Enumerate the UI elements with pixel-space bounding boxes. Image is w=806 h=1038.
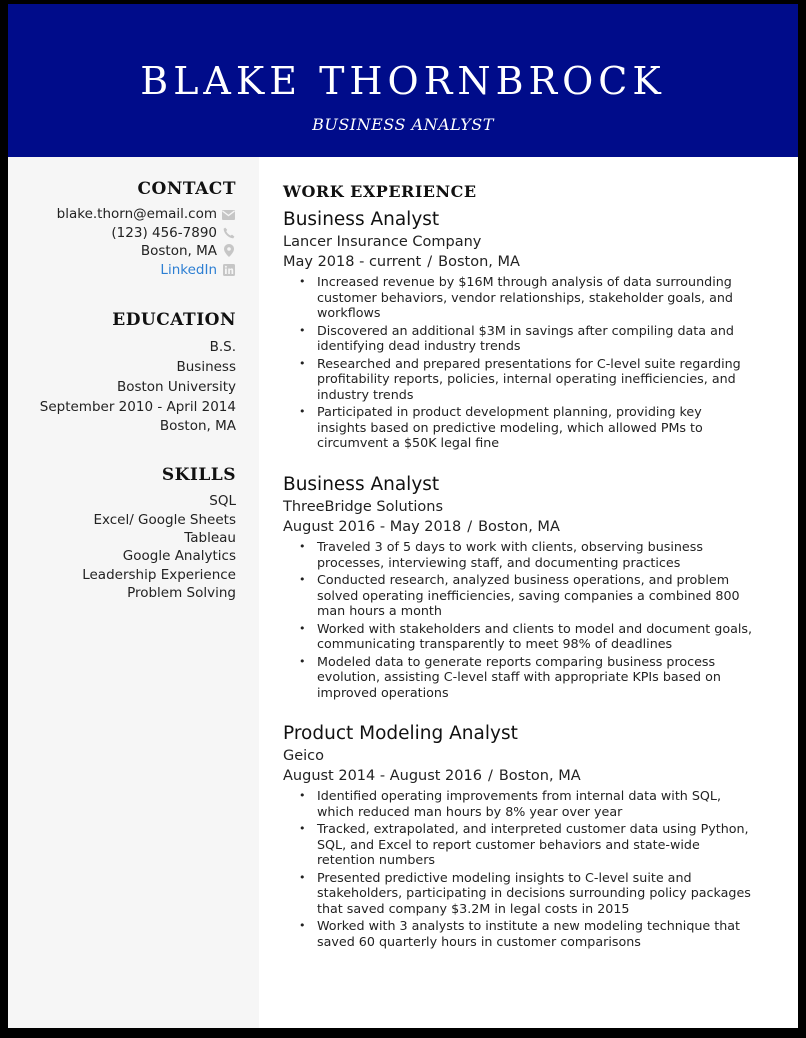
job-meta-separator: /: [467, 519, 473, 535]
contact-heading: CONTACT: [137, 179, 236, 199]
job-bullet: • Identified operating improvements from internal data with SQL, which reduced man hours by 8% year over year: [283, 788, 753, 819]
job-bullet: • Worked with stakeholders and clients to model and document goals, communicating transparently to meet 98% of deadlines: [283, 621, 753, 652]
work-experience-heading: WORK EXPERIENCE: [283, 182, 477, 201]
job-company: Geico: [283, 748, 325, 764]
job-title: Business Analyst: [283, 209, 440, 230]
education-dates: September 2010 - April 2014: [39, 399, 236, 415]
education-major: Business: [176, 359, 236, 375]
job-meta: [283, 767, 581, 785]
job-location: Boston, MA: [498, 768, 581, 784]
job-dates: August 2016 - May 2018: [283, 519, 462, 535]
skill-item: Excel/ Google Sheets: [93, 512, 236, 528]
job-bullet: • Increased revenue by $16M through analysis of data surrounding customer behaviors, vendor relationships, stakeholder goals, and workflows: [283, 274, 753, 321]
envelope-icon: [222, 208, 235, 221]
linkedin-icon: [222, 263, 235, 276]
job-bullet: • Conducted research, analyzed business operations, and problem solved operating inefficiencies, saving companies a combined 800 man hours a month: [283, 572, 753, 619]
job-bullet: • Worked with 3 analysts to institute a new modeling technique that saved 60 quarterly hours in customer comparisons: [283, 918, 753, 949]
job-bullet: • Participated in product development planning, providing key insights based on predictive modeling, which allowed PMs to circumvent a $50K legal fine: [283, 404, 753, 451]
education-school: Boston University: [116, 379, 236, 395]
job-meta-separator: /: [487, 768, 493, 784]
skill-item: Google Analytics: [122, 548, 236, 564]
contact-linkedin-link[interactable]: LinkedIn: [160, 262, 217, 278]
education-heading: EDUCATION: [112, 310, 236, 330]
education-degree: B.S.: [209, 339, 236, 355]
job-bullet: • Traveled 3 of 5 days to work with clients, observing business processes, interviewing staff, and documenting practices: [283, 539, 753, 570]
job-title: Product Modeling Analyst: [283, 723, 518, 744]
job-dates: August 2014 - August 2016: [283, 768, 482, 784]
job-bullet: • Modeled data to generate reports comparing business process evolution, assisting C-level staff with appropriate KPIs based on improved operations: [283, 654, 753, 701]
job-meta: [283, 518, 560, 536]
contact-email[interactable]: blake.thorn@email.com: [56, 206, 217, 222]
job-title: Business Analyst: [283, 474, 440, 495]
candidate-name: BLAKE THORNBROCK: [140, 59, 666, 103]
job-bullet: • Presented predictive modeling insights to C-level suite and stakeholders, participating in decisions surrounding policy packages that saved company $3.2M in legal costs in 2015: [283, 870, 753, 917]
job-bullets: [283, 274, 753, 453]
candidate-title: BUSINESS ANALYST: [312, 115, 494, 134]
skill-item: Problem Solving: [127, 585, 236, 601]
job-location: Boston, MA: [438, 254, 520, 270]
job-company: Lancer Insurance Company: [283, 234, 482, 250]
contact-location: Boston, MA: [140, 243, 217, 259]
location-pin-icon: [222, 244, 235, 257]
job-location: Boston, MA: [478, 519, 560, 535]
job-meta: [283, 253, 520, 271]
sidebar: [8, 157, 259, 1028]
skills-heading: SKILLS: [161, 465, 236, 485]
job-meta-separator: /: [427, 254, 433, 270]
education-location: Boston, MA: [159, 418, 236, 434]
skill-item: SQL: [209, 493, 236, 509]
job-bullets: [283, 539, 753, 702]
skill-item: Tableau: [184, 530, 236, 546]
contact-phone: (123) 456-7890: [111, 225, 217, 241]
skill-item: Leadership Experience: [82, 567, 236, 583]
job-company: ThreeBridge Solutions: [283, 499, 444, 515]
resume-page: [8, 4, 798, 1028]
resume-header: [8, 4, 798, 157]
job-dates: May 2018 - current: [283, 254, 422, 270]
job-bullet: • Researched and prepared presentations for C-level suite regarding profitability reports, policies, internal operating inefficiencies, and industry trends: [283, 356, 753, 403]
job-bullets: [283, 788, 753, 951]
phone-icon: [222, 226, 235, 239]
job-bullet: • Discovered an additional $3M in savings after compiling data and identifying dead industry trends: [283, 323, 753, 354]
job-bullet: • Tracked, extrapolated, and interpreted customer data using Python, SQL, and Excel to report customer behaviors and state-wide retention numbers: [283, 821, 753, 868]
